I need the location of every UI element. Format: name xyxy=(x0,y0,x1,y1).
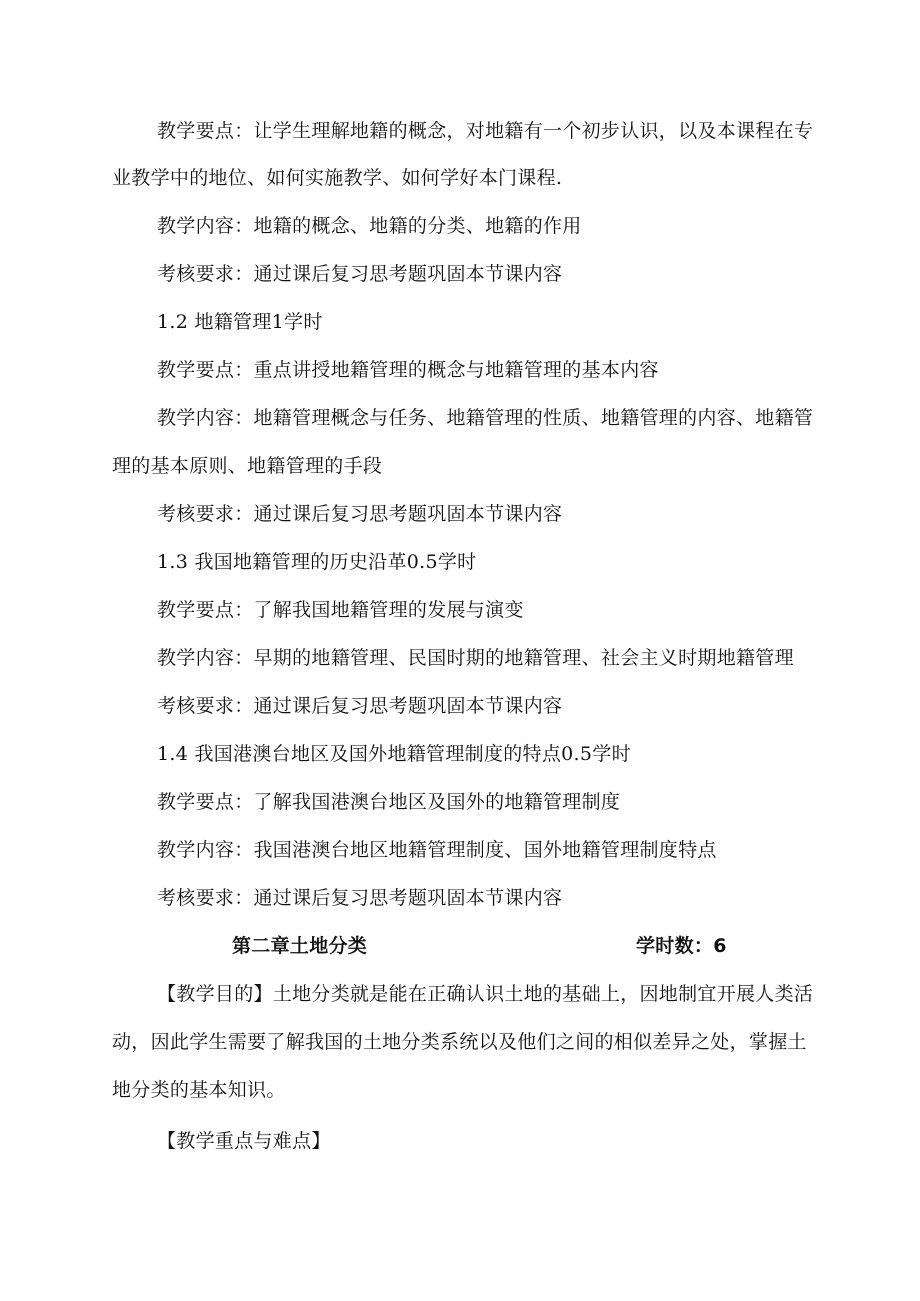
teaching-content-4: 教学内容：我国港澳台地区地籍管理制度、国外地籍管理制度特点 xyxy=(157,839,717,861)
teaching-points-4: 教学要点：了解我国港澳台地区及国外的地籍管理制度 xyxy=(157,791,621,813)
teaching-points-3: 教学要点：了解我国地籍管理的发展与演变 xyxy=(157,599,524,621)
teaching-content-2-line2: 理的基本原则、地籍管理的手段 xyxy=(112,455,383,477)
section-1-4-heading: 1.4 我国港澳台地区及国外地籍管理制度的特点0.5学时 xyxy=(157,743,631,765)
assessment-1: 考核要求：通过课后复习思考题巩固本节课内容 xyxy=(157,263,563,285)
objective-line3: 地分类的基本知识。 xyxy=(112,1079,286,1101)
teaching-points-1-line2: 业教学中的地位、如何实施教学、如何学好本门课程. xyxy=(112,167,563,189)
objective-line1: 【教学目的】土地分类就是能在正确认识土地的基础上，因地制宜开展人类活 xyxy=(157,983,814,1005)
section-1-3-heading: 1.3 我国地籍管理的历史沿革0.5学时 xyxy=(157,551,477,573)
teaching-points-2: 教学要点：重点讲授地籍管理的概念与地籍管理的基本内容 xyxy=(157,359,659,381)
teaching-points-1-line1: 教学要点：让学生理解地籍的概念，对地籍有一个初步认识，以及本课程在专 xyxy=(157,120,814,142)
assessment-3: 考核要求：通过课后复习思考题巩固本节课内容 xyxy=(157,695,563,717)
assessment-2: 考核要求：通过课后复习思考题巩固本节课内容 xyxy=(157,503,563,525)
key-points-heading: 【教学重点与难点】 xyxy=(157,1130,331,1152)
assessment-4: 考核要求：通过课后复习思考题巩固本节课内容 xyxy=(157,887,563,909)
teaching-content-2-line1: 教学内容：地籍管理概念与任务、地籍管理的性质、地籍管理的内容、地籍管 xyxy=(157,407,814,429)
section-1-2-heading: 1.2 地籍管理1学时 xyxy=(157,311,323,333)
chapter-hours: 学时数：6 xyxy=(636,935,727,957)
chapter-title: 第二章土地分类 xyxy=(232,935,368,957)
teaching-content-3: 教学内容：早期的地籍管理、民国时期的地籍管理、社会主义时期地籍管理 xyxy=(157,647,794,669)
objective-line2: 动，因此学生需要了解我国的土地分类系统以及他们之间的相似差异之处，掌握土 xyxy=(112,1031,807,1053)
teaching-content-1: 教学内容：地籍的概念、地籍的分类、地籍的作用 xyxy=(157,215,582,237)
